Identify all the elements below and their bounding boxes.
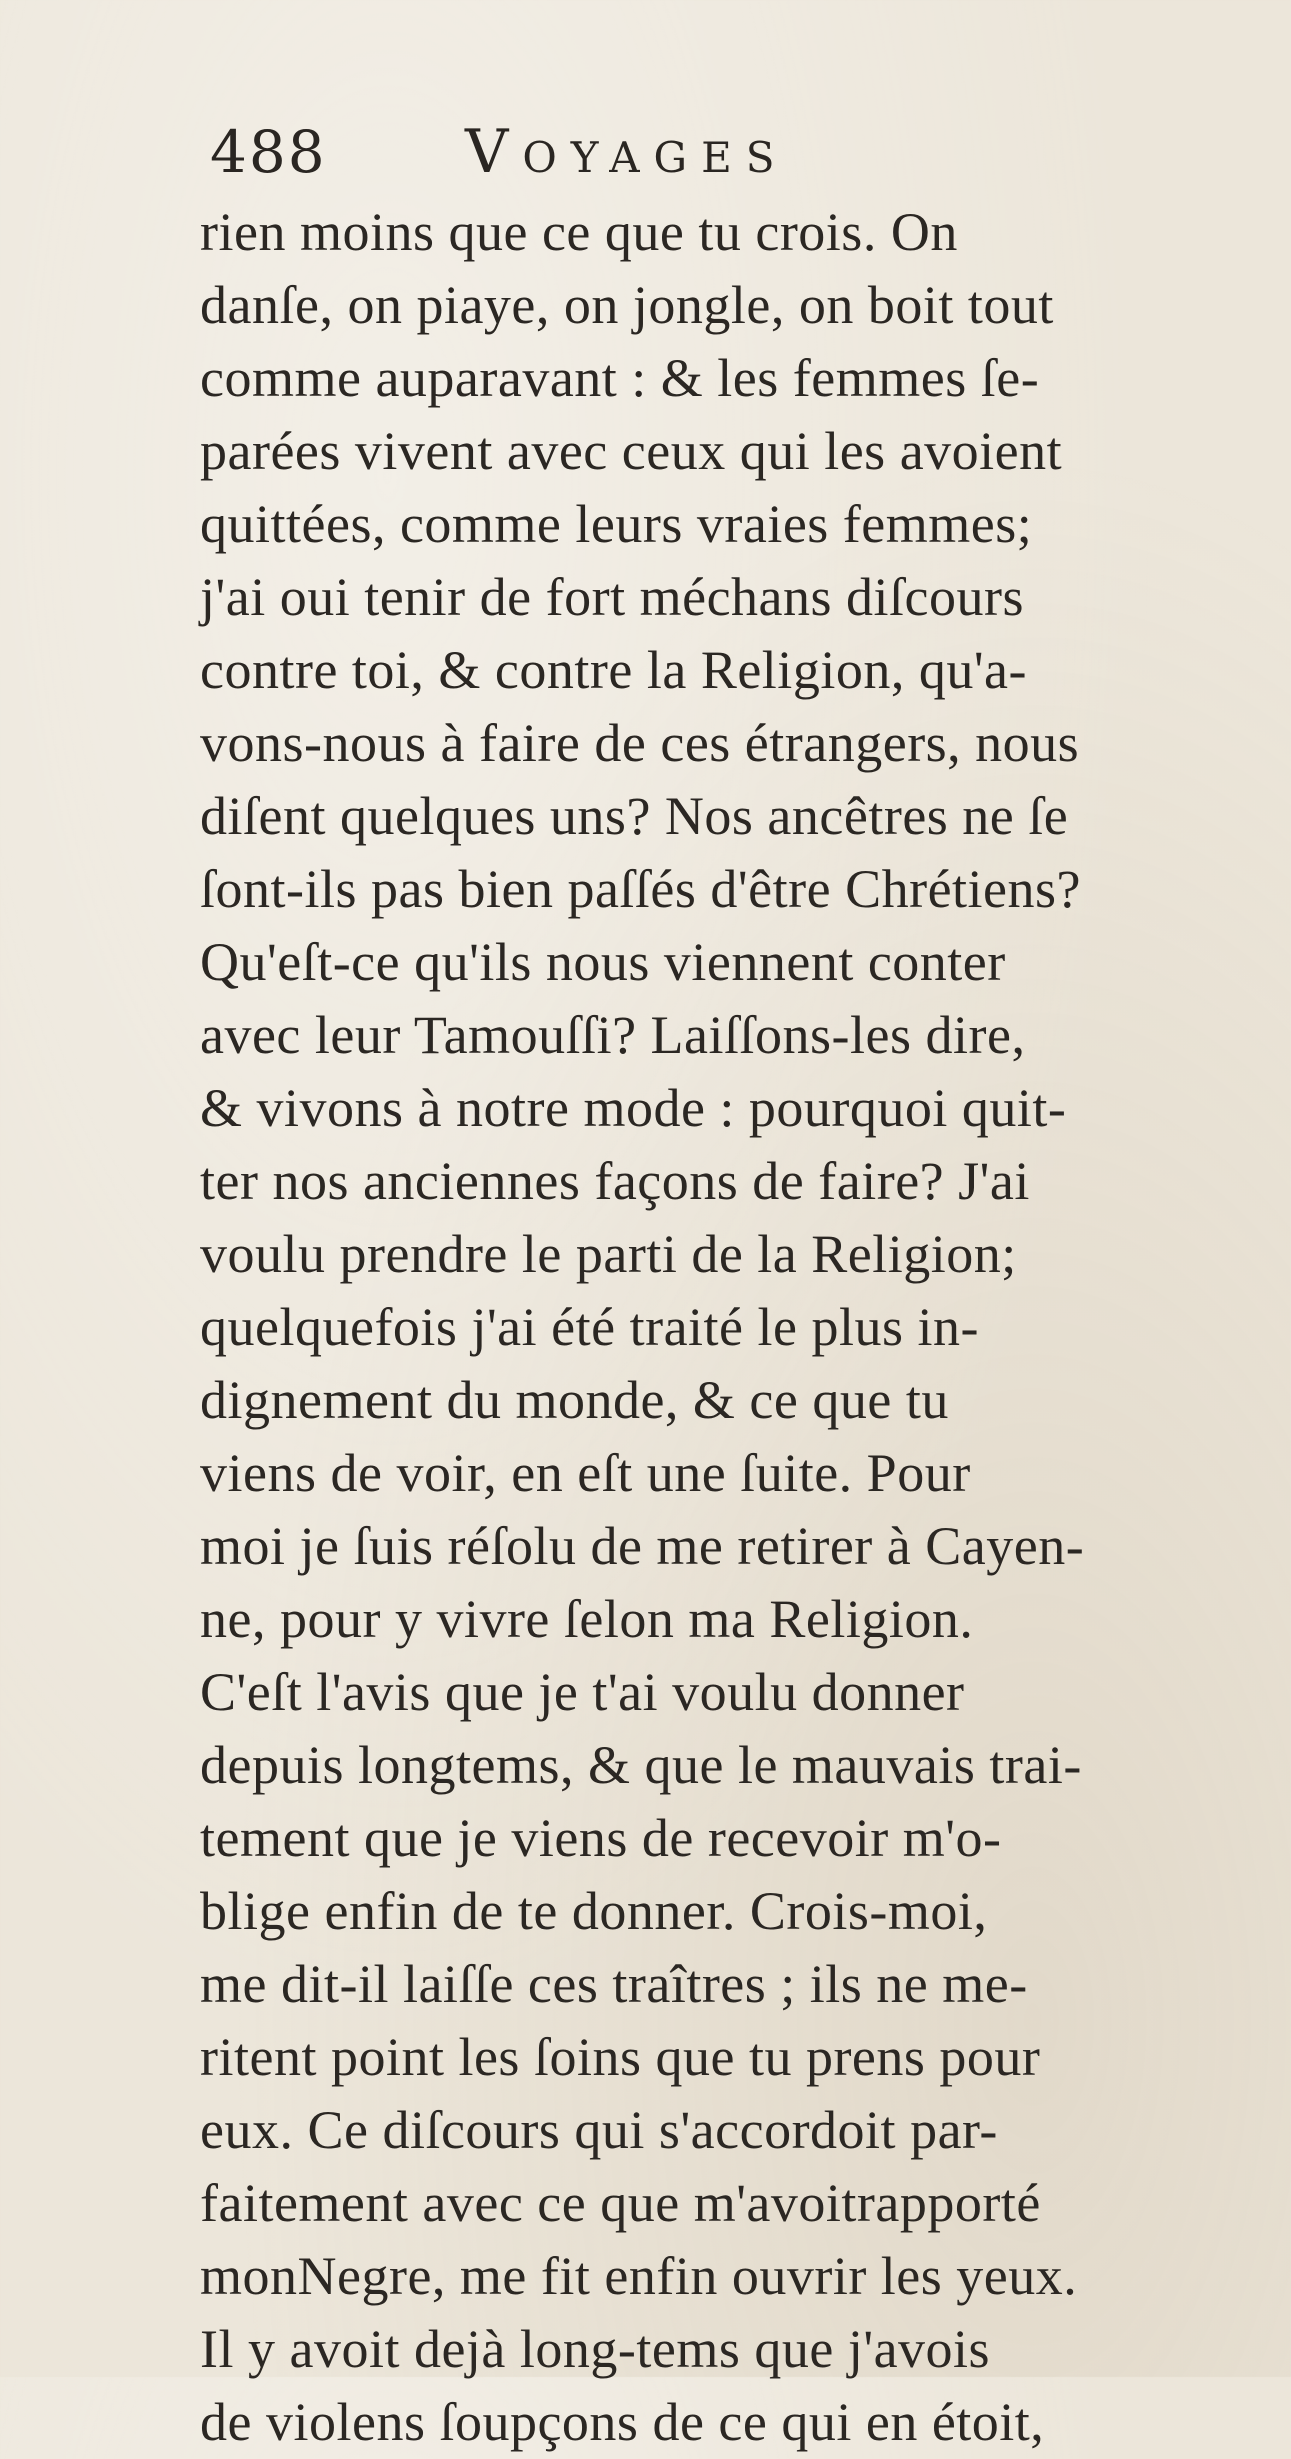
text-line: viens de voir, en eſt une ſuite. Pour: [200, 1443, 971, 1503]
text-line: dignement du monde, & ce que tu: [200, 1370, 949, 1430]
text-line: moi je ſuis réſolu de me retirer à Cayen-: [200, 1516, 1085, 1576]
text-line: ſont-ils pas bien paſſés d'être Chrétiens?: [200, 859, 1081, 919]
text-line: avec leur Tamouſſi? Laiſſons-les dire,: [200, 1005, 1026, 1065]
text-line: me dit-il laiſſe ces traîtres ; ils ne me-: [200, 1954, 1028, 2014]
text-line: quittées, comme leurs vraies femmes;: [200, 494, 1033, 554]
text-line: ter nos anciennes façons de faire? J'ai: [200, 1151, 1030, 1211]
text-line: faitement avec ce que m'avoitrapporté: [200, 2173, 1041, 2233]
text-line: de violens ſoupçons de ce qui en étoit,: [200, 2392, 1045, 2452]
running-head: Voyages: [465, 117, 789, 187]
text-line: parées vivent avec ceux qui les avoient: [200, 421, 1063, 481]
text-line: tement que je viens de recevoir m'o-: [200, 1808, 1002, 1868]
text-line: comme auparavant : & les femmes ſe-: [200, 348, 1040, 408]
text-line: vons-nous à faire de ces étrangers, nous: [200, 713, 1080, 773]
text-line: voulu prendre le parti de la Religion;: [200, 1224, 1017, 1284]
text-line: danſe, on piaye, on jongle, on boit tout: [200, 275, 1054, 335]
text-line: blige enfin de te donner. Crois-moi,: [200, 1881, 988, 1941]
text-line: Il y avoit dejà long-tems que j'avois: [200, 2319, 991, 2379]
text-line: diſent quelques uns? Nos ancêtres ne ſe: [200, 786, 1069, 846]
text-line: Qu'eſt-ce qu'ils nous viennent conter: [200, 932, 1006, 992]
page-header: [210, 112, 1110, 192]
text-line: & vivons à notre mode : pourquoi quit-: [200, 1078, 1067, 1138]
text-line: quelquefois j'ai été traité le plus in-: [200, 1297, 979, 1357]
text-line: ne, pour y vivre ſelon ma Religion.: [200, 1589, 974, 1649]
text-line: contre toi, & contre la Religion, qu'a-: [200, 640, 1027, 700]
text-line: monNegre, me fit enfin ouvrir les yeux.: [200, 2246, 1078, 2306]
page-number: 488: [210, 118, 327, 186]
text-line: depuis longtems, & que le mauvais trai-: [200, 1735, 1082, 1795]
text-line: ritent point les ſoins que tu prens pour: [200, 2027, 1041, 2087]
text-line: C'eſt l'avis que je t'ai voulu donner: [200, 1662, 965, 1722]
text-line: j'ai oui tenir de fort méchans diſcours: [200, 567, 1024, 627]
body-text: [200, 196, 1250, 2459]
text-line: eux. Ce diſcours qui s'accordoit par-: [200, 2100, 998, 2160]
text-line: rien moins que ce que tu crois. On: [200, 202, 958, 262]
